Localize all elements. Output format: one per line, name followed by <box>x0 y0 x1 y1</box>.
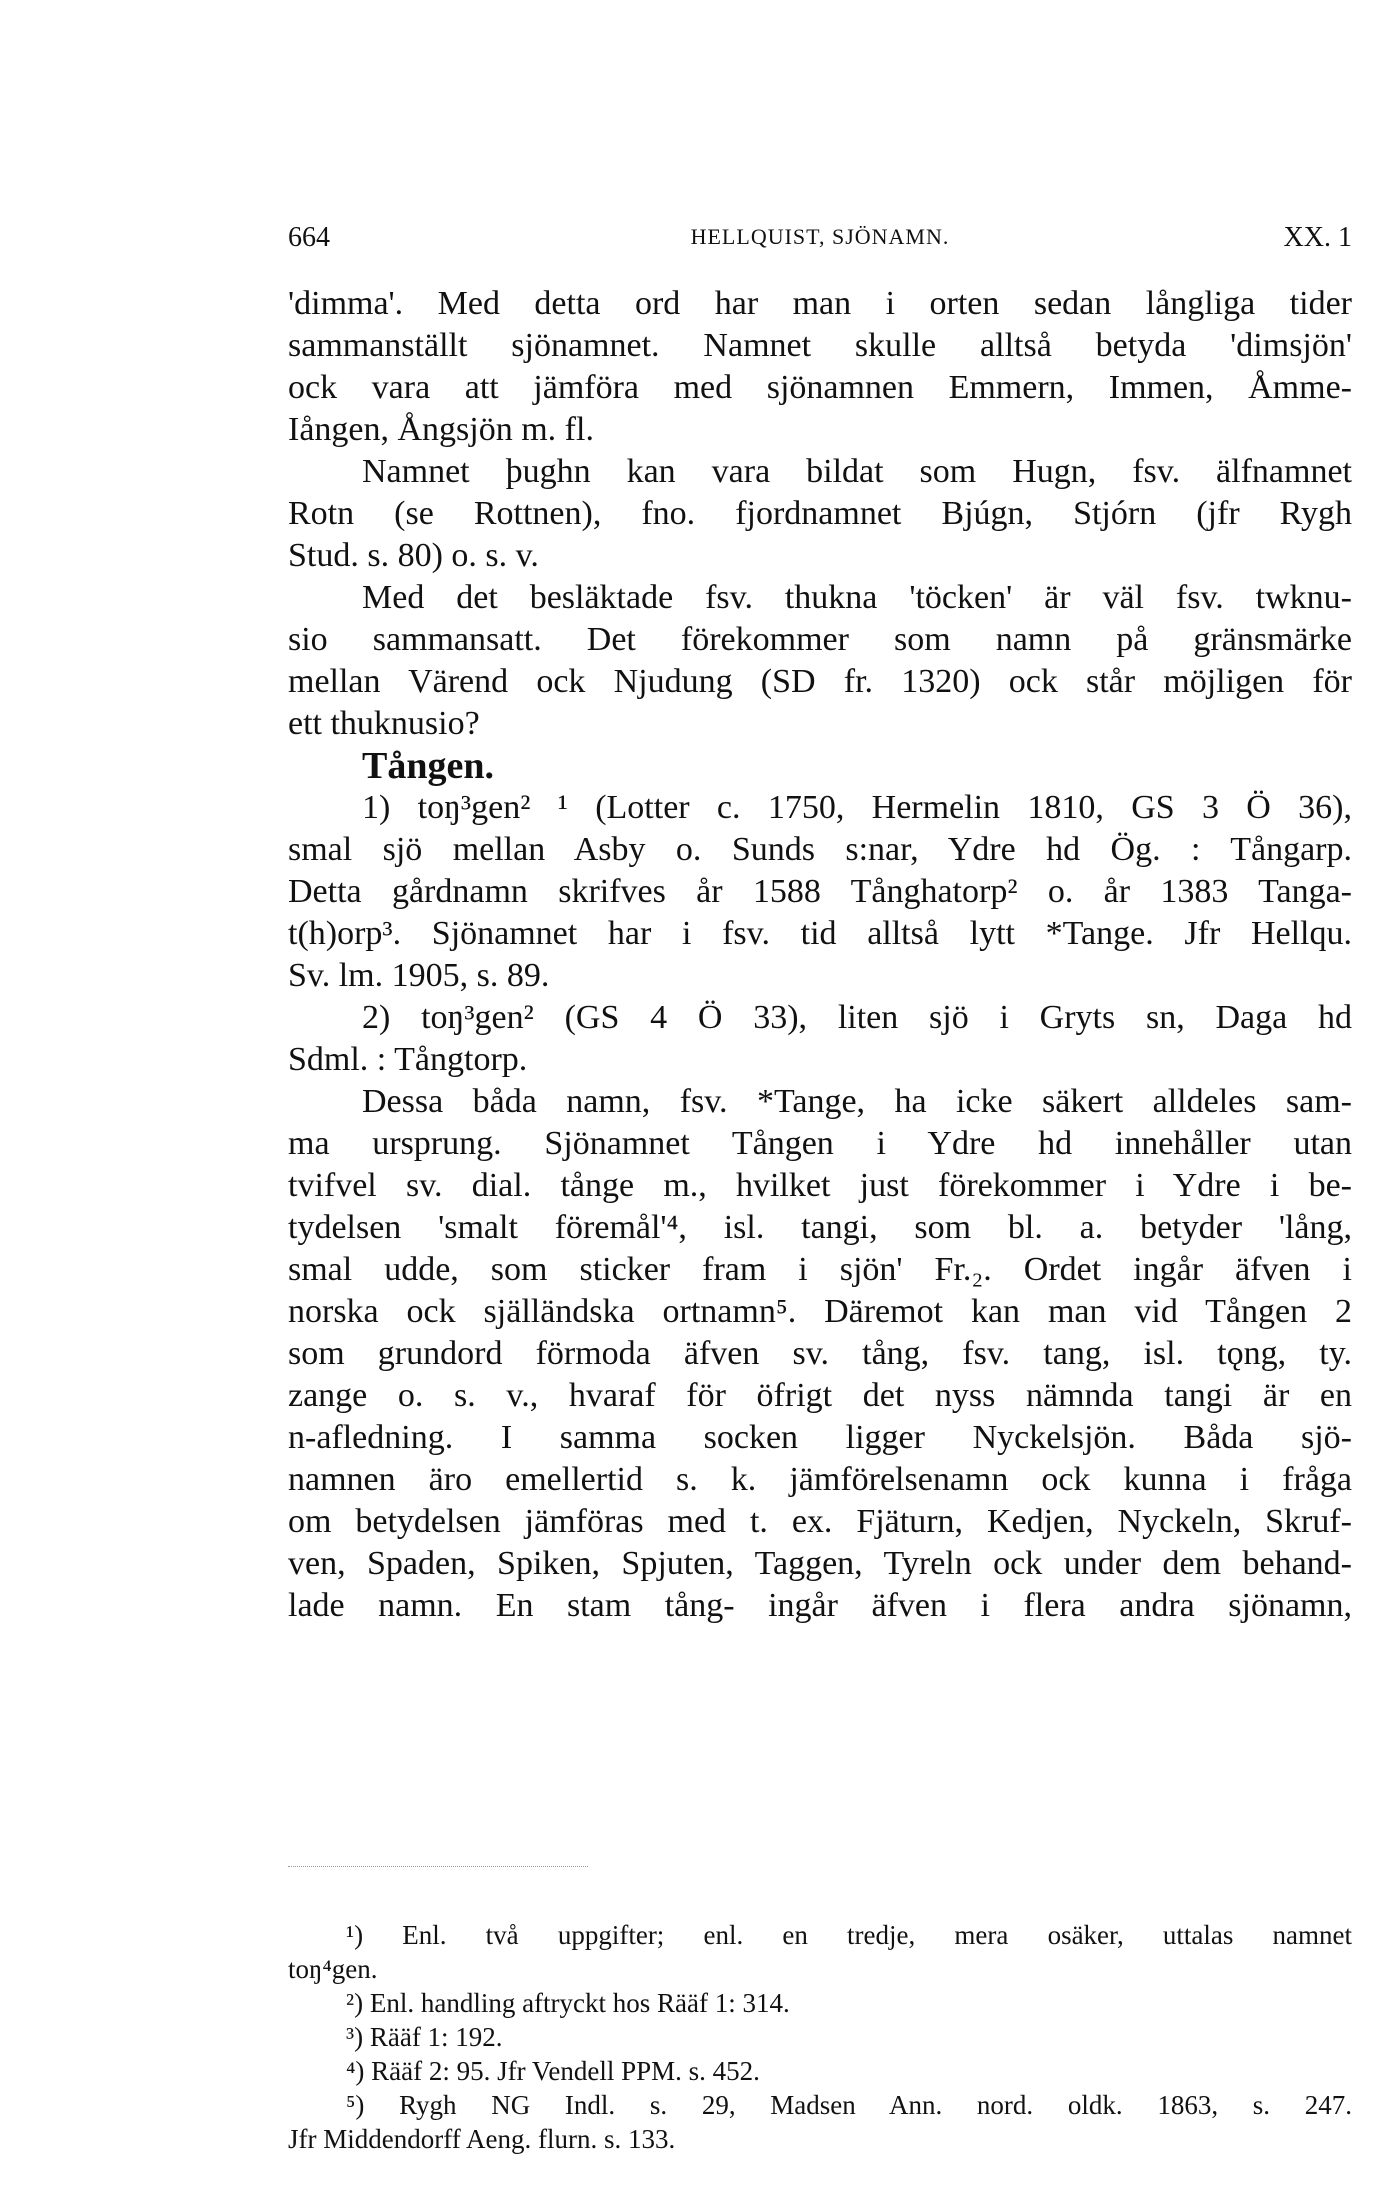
text-line: om betydelsen jämföras med t. ex. Fjäturn, Kedjen, Nyckeln, Skruf- <box>288 1503 1352 1540</box>
text-line: smal udde, som sticker fram i sjön' Fr.₂. Ordet ingår äfven i <box>288 1251 1352 1288</box>
text-line: lade namn. En stam tång- ingår äfven i flera andra sjönamn, <box>288 1587 1352 1624</box>
text-line: Detta gårdnamn skrifves år 1588 Tånghatorp² o. år 1383 Tanga- <box>288 873 1352 910</box>
text-line: mellan Värend ock Njudung (SD fr. 1320) ock står möjligen för <box>288 663 1352 700</box>
text-line: namnen äro emellertid s. k. jämförelsenamn ock kunna i fråga <box>288 1461 1352 1498</box>
footnote-line: Jfr Middendorff Aeng. flurn. s. 133. <box>288 2124 676 2154</box>
text-line: tvifvel sv. dial. tånge m., hvilket just förekommer i Ydre i be- <box>288 1167 1352 1204</box>
text-line: smal sjö mellan Asby o. Sunds s:nar, Ydre hd Ög. : Tångarp. <box>288 831 1352 868</box>
text-line: Med det besläktade fsv. thukna 'töcken' är väl fsv. twknu- <box>362 579 1352 616</box>
text-line: Iången, Ångsjön m. fl. <box>288 411 594 448</box>
text-line: sammanställt sjönamnet. Namnet skulle alltså betyda 'dimsjön' <box>288 327 1352 364</box>
text-line: Dessa båda namn, fsv. *Tange, ha icke säkert alldeles sam- <box>362 1083 1352 1120</box>
text-line: 'dimma'. Med detta ord har man i orten sedan långliga tider <box>288 285 1352 322</box>
section-heading: Tången. <box>362 745 494 787</box>
footnote-separator <box>288 1866 588 1867</box>
text-line: ma ursprung. Sjönamnet Tången i Ydre hd innehåller utan <box>288 1125 1352 1162</box>
text-line: ven, Spaden, Spiken, Spjuten, Taggen, Tyreln ock under dem behand- <box>288 1545 1352 1582</box>
running-title: HELLQUIST, SJÖNAMN. <box>690 224 950 249</box>
footnote-line: ⁴) Rääf 2: 95. Jfr Vendell PPM. s. 452. <box>346 2056 760 2086</box>
text-line: zange o. s. v., hvaraf för öfrigt det nyss nämnda tangi är en <box>288 1377 1352 1414</box>
text-line: sio sammansatt. Det förekommer som namn på gränsmärke <box>288 621 1352 658</box>
text-line: Sdml. : Tångtorp. <box>288 1041 528 1078</box>
text-line: n-afledning. I samma socken ligger Nyckelsjön. Båda sjö- <box>288 1419 1352 1456</box>
footnote-line: ¹) Enl. två uppgifter; enl. en tredje, mera osäker, uttalas namnet <box>346 1920 1352 1950</box>
text-line: 1) toŋ³gen² ¹ (Lotter c. 1750, Hermelin 1810, GS 3 Ö 36), <box>362 789 1352 826</box>
text-line: ett thuknusio? <box>288 705 480 742</box>
text-line: Namnet þughn kan vara bildat som Hugn, fsv. älfnamnet <box>362 453 1352 490</box>
page-number: 664 <box>288 222 330 253</box>
text-line: ock vara att jämföra med sjönamnen Emmern, Immen, Åmme- <box>288 369 1352 406</box>
text-line: t(h)orp³. Sjönamnet har i fsv. tid alltså lytt *Tange. Jfr Hellqu. <box>288 915 1352 952</box>
text-line: Rotn (se Rottnen), fno. fjordnamnet Bjúgn, Stjórn (jfr Rygh <box>288 495 1352 532</box>
footnote-line: ²) Enl. handling aftryckt hos Rääf 1: 314. <box>346 1988 790 2018</box>
footnote-line: toŋ⁴gen. <box>288 1954 378 1984</box>
text-line: Stud. s. 80) o. s. v. <box>288 537 539 574</box>
text-line: tydelsen 'smalt föremål'⁴, isl. tangi, som bl. a. betyder 'lång, <box>288 1209 1352 1246</box>
text-line: norska ock själländska ortnamn⁵. Däremot kan man vid Tången 2 <box>288 1293 1352 1330</box>
footnote-line: ³) Rääf 1: 192. <box>346 2022 503 2052</box>
text-line: Sv. lm. 1905, s. 89. <box>288 957 550 994</box>
footnote-line: ⁵) Rygh NG Indl. s. 29, Madsen Ann. nord. oldk. 1863, s. 247. <box>346 2090 1352 2120</box>
page-header <box>288 222 1352 262</box>
body-text <box>288 283 1352 1627</box>
section-number: XX. 1 <box>1283 222 1352 253</box>
text-line: 2) toŋ³gen² (GS 4 Ö 33), liten sjö i Gryts sn, Daga hd <box>362 999 1352 1036</box>
text-line: som grundord förmoda äfven sv. tång, fsv. tang, isl. tǫng, ty. <box>288 1335 1352 1372</box>
footnotes <box>288 1918 1352 2156</box>
